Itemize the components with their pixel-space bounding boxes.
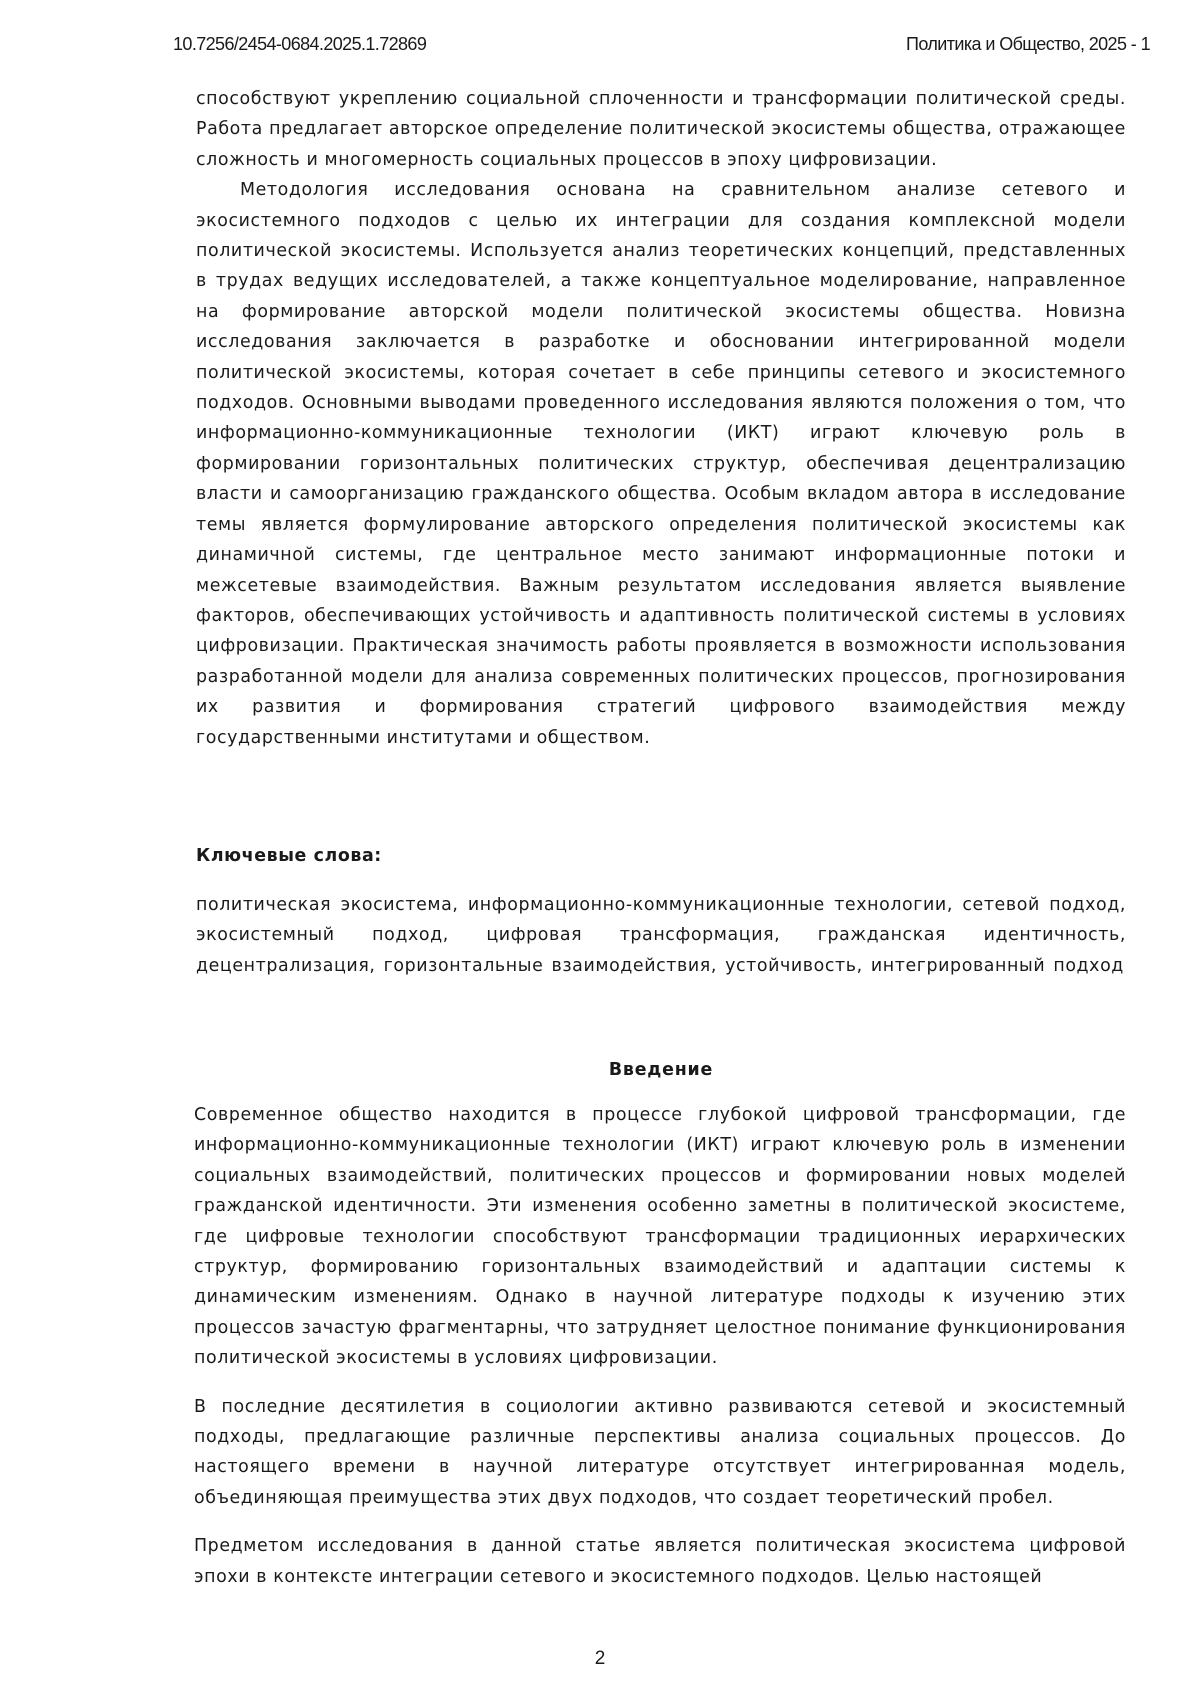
page-number: 2 (594, 1648, 606, 1669)
abstract-section (196, 84, 1126, 753)
intro-paragraph-2: В последние десятилетия в социологии активно развиваются сетевой и экосистемный подходы, предлагающие различные перспективы анализа социальных процессов. До настоящего времени в научной литературе отсутствует интегрированная модель, объединяющая преимущества этих двух подходов, что создает теоретический пробел. (194, 1396, 1126, 1508)
abstract-paragraph-2: Методология исследования основана на сравнительном анализе сетевого и экосистемного подходов с целью их интеграции для создания комплексной модели политической экосистемы. Используется анализ теоретических концепций, представленных в трудах ведущих исследователей, а также концептуальное моделирование, направленное на формирование авторской модели политической экосистемы общества. Новизна исследования заключается в разработке и обосновании интегрированной модели политической экосистемы, которая сочетает в себе принципы сетевого и экосистемного подходов. Основными выводами проведенного исследования являются положения о том, что информационно-коммуникационные технологии (ИКТ) играют ключевую роль в формировании горизонтальных политических структур, обеспечивая децентрализацию власти и самоорганизацию гражданского общества. Особым вкладом автора в исследование темы является формулирование авторского определения политической экосистемы как динамичной системы, где центральное место занимают информационные потоки и межсетевые взаимодействия. Важным результатом исследования является выявление факторов, обеспечивающих устойчивость и адаптивность политической системы в условиях цифровизации. Практическая значимость работы проявляется в возможности использования разработанной модели для анализа современных политических процессов, прогнозирования их развития и формирования стратегий цифрового взаимодействия между государственными институтами и обществом. (196, 180, 1126, 748)
keywords-text: политическая экосистема, информационно-коммуникационные технологии, сетевой подход, экосистемный подход, цифровая трансформация, гражданская идентичность, децентрализация, горизонтальные взаимодействия, устойчивость, интегрированный подход (196, 895, 1126, 976)
keywords-section (196, 890, 1126, 981)
intro-paragraph-3: Предметом исследования в данной статье является политическая экосистема цифровой эпохи в контексте интеграции сетевого и экосистемного подходов. Целью настоящей (194, 1536, 1126, 1587)
keywords-heading: Ключевые слова: (196, 846, 382, 866)
introduction-section (194, 1100, 1126, 1610)
doi-label: 10.7256/2454-0684.2025.1.72869 (173, 34, 427, 54)
journal-label: Политика и Общество, 2025 - 1 (906, 34, 1150, 54)
intro-paragraph-1: Современное общество находится в процессе глубокой цифровой трансформации, где информационно-коммуникационные технологии (ИКТ) играют ключевую роль в изменении социальных взаимодействий, политических процессов и формировании новых моделей гражданской идентичности. Эти изменения особенно заметны в политической экосистеме, где цифровые технологии способствуют трансформации традиционных иерархических структур, формированию горизонтальных взаимодействий и адаптации системы к динамическим изменениям. Однако в научной литературе подходы к изучению этих процессов зачастую фрагментарны, что затрудняет целостное понимание функционирования политической экосистемы в условиях цифровизации. (194, 1105, 1126, 1369)
abstract-paragraph-1: способствуют укреплению социальной сплоченности и трансформации политической среды. Работа предлагает авторское определение политической экосистемы общества, отражающее сложность и многомерность социальных процессов в эпоху цифровизации. (196, 89, 1126, 170)
introduction-heading: Введение (608, 1060, 714, 1080)
page-header (0, 34, 1200, 62)
